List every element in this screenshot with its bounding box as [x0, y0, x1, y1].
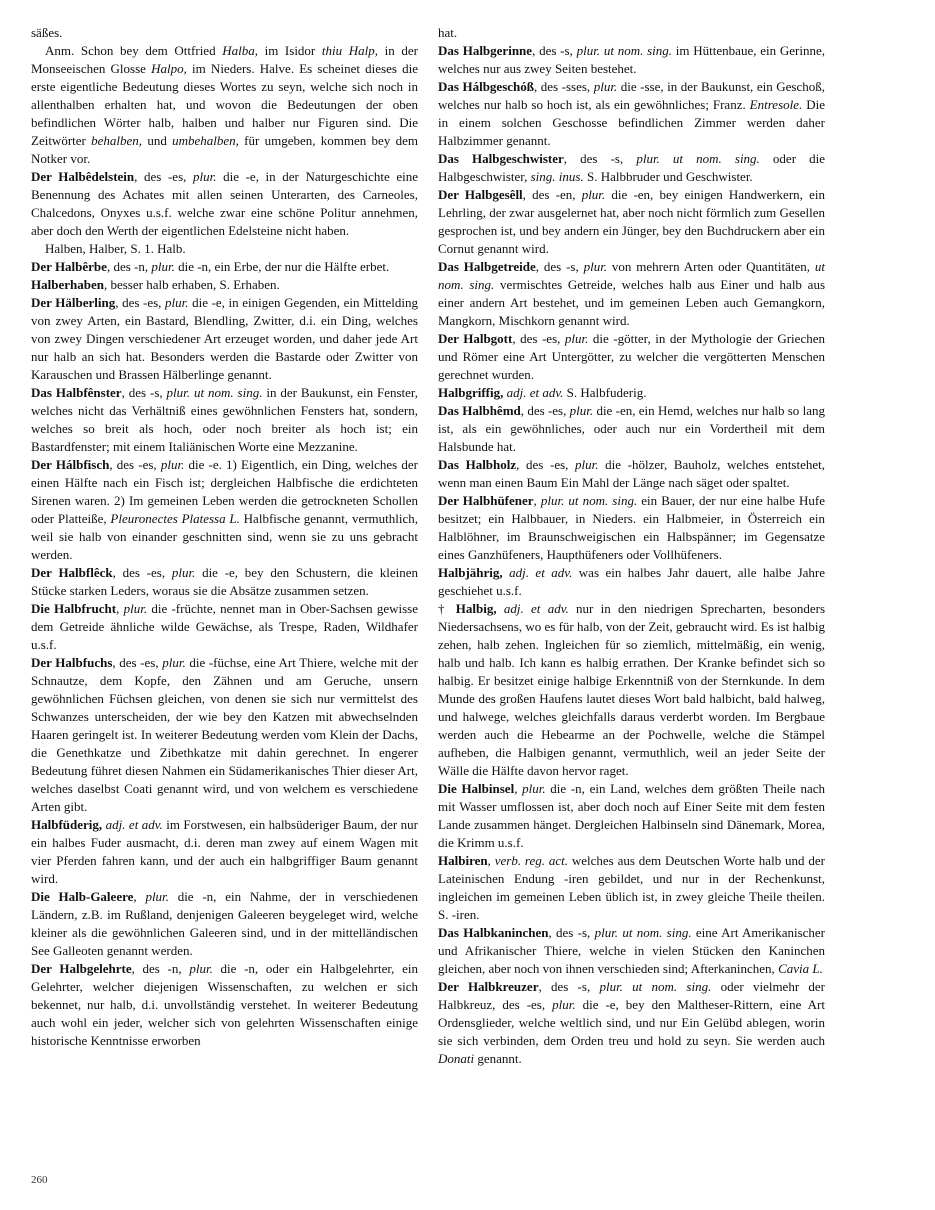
entry-text: , des -s, — [532, 43, 577, 58]
entry-headword: Das Hálbgeschóß — [438, 79, 534, 94]
dictionary-entry — [438, 492, 825, 564]
dictionary-entry — [438, 978, 825, 1068]
entry-text: im Forstwesen, ein halbsüderiger Baum, der nur ein halbes Fuder ausmacht, d.i. deren man zwey auf einem Wagen mit vier Pferden fahren kann, und der auch ein halbgriffiger Baum genannt wird. — [31, 817, 418, 886]
italic-text: plur. — [171, 565, 196, 580]
dictionary-entry — [438, 564, 825, 600]
dictionary-entry — [438, 42, 825, 78]
dictionary-entry — [438, 150, 825, 186]
entry-text: , — [133, 889, 146, 904]
entry-text: , — [116, 601, 124, 616]
italic-text: plur. — [593, 79, 618, 94]
dictionary-entry — [31, 564, 418, 600]
dictionary-entry — [31, 276, 418, 294]
dictionary-entry — [31, 888, 418, 960]
entry-headword: Der Halbgott — [438, 331, 513, 346]
entry-text: die -e. 1) Eigentlich, ein Ding, welches der einen Hälfte nach ein Fisch ist; dergleichen Halbfische die erdichteten Sirenen waren. 2) Im gemeinen Leben werden die getrockneten Schollen oder Platteiße, — [31, 457, 418, 526]
italic-text: thiu Halp, — [321, 43, 379, 58]
entry-text: die -hölzer, Bauholz, welches entstehet, wenn man einen Baum Ein Mahl der Länge nach säget oder spaltet. — [438, 457, 826, 490]
entry-headword: Die Halb-Galeere — [31, 889, 134, 904]
entry-text: die -n, ein Erbe, der nur die Hälfte erbet. — [174, 259, 390, 274]
dictionary-entry — [438, 78, 825, 150]
entry-text: Halben, Halber, S. 1. Halb. — [45, 241, 186, 256]
entry-text: für umgeben, kommen bey dem Notker vor. — [31, 133, 418, 166]
entry-headword: Das Halbfênster — [31, 385, 122, 400]
italic-text: behalben, — [91, 133, 143, 148]
dictionary-entry — [438, 258, 825, 330]
entry-text: die -n, oder ein Halbgelehrter, ein Gelehrter, welcher diejenigen Wissenschaften, zu welchen er sich bekennet, nur halb, d.i. unvollständig verstehet. In weiterer Bedeutung auch wohl ein jeder, welcher sich von gelehrten Wissenschaften einige historische Kenntnisse erworben — [31, 961, 418, 1048]
entry-headword: Das Halbkaninchen — [438, 925, 549, 940]
entry-text: , des -es, — [134, 169, 193, 184]
italic-text: plur. — [522, 781, 546, 796]
entry-text: die -e, in einigen Gegenden, ein Mittelding von zwey Arten, ein Bastard, Blendling, Zwitter, d.i. ein Ding, welches von zwey Dingen verschiedener Art erzeuget worden, und daher jede Art nur halb an sich hat. Besonders werden die Bastarde oder Zwitter von Karauschen und Brassen Hälberlinge genannt. — [31, 295, 419, 382]
dictionary-entry — [31, 654, 418, 816]
italic-text: sing. inus. — [530, 169, 584, 184]
entry-text: nur in den niedrigen Sprecharten, besonders Niedersachsens, wo es für halb, von der Zeit, gebraucht wird. Es ist halbig zehen, halb zehen. Ingleichen für so ziemlich, mittelmäßig, ein wenig, halb und halb. Ich kann es halbig errathen. Der Kranke befindet sich so halbig. Er besitzet einige halbige Erkenntniß von der Sternkunde. In dem Munde des großen Haufens lautet dieses Wort bald halbicht, bald halweg, und halwege, welches gleichfalls daraus verderbt worden. Im Bergbaue werden auch die Hebearme an der Pochwelle, welche die Stämpel aufheben, die Halbigen genannt, vermuthlich, weil an jeder Seite der Wälle die Hälfte davon hervor raget. — [438, 601, 826, 778]
entry-text: S. Halbfuderig. — [563, 385, 647, 400]
italic-text: umbehalben, — [172, 133, 239, 148]
dictionary-entry — [31, 42, 418, 168]
entry-text: die -e, in der Naturgeschichte eine Benennung des Achates mit allen seinen Unterarten, des Carneoles, Chalcedons, Onyxes u.s.f. welche zwar eine schöne Politur annehmen, aber doch den Werth der eigentlichen Edelsteine nicht haben. — [31, 169, 418, 238]
entry-text: , des -s, — [535, 259, 584, 274]
entry-headword: Das Halbhêmd — [438, 403, 521, 418]
entry-text: , des -sses, — [534, 79, 594, 94]
dictionary-entry — [31, 816, 418, 888]
entry-text: , des -s, — [563, 151, 637, 166]
entry-text: die -e, bey den Schustern, die kleinen Stücke starken Leders, woraus sie die Absätze zusammen setzen. — [31, 565, 418, 598]
entry-text: in der Baukunst, ein Fenster, welches nicht das Verhältniß eines gewöhnlichen Fensters hat, sondern, welches so breit als hoch, oder noch breiter als hoch ist; ein Bastardfenster; mit einem Italiänischen Worte eine Mezzanine. — [31, 385, 418, 454]
dictionary-entry — [438, 186, 825, 258]
italic-text: plur. — [123, 601, 148, 616]
entry-text: , des -es, — [516, 457, 576, 472]
entry-text: im Nieders. Halve. Es scheinet dieses die erste eigentliche Bedeutung dieses Wortes zu seyn, welche sich noch in allenthalben erhalten hat, und wovon die Bedeutungen der oben befindlichen Wörter halb, halben und halber nur Figuren sind. Die Zeitwörter — [31, 61, 418, 148]
entry-text: oder vielmehr der Halbkreuz, des -es, — [438, 979, 826, 1012]
italic-text: verb. reg. act. — [494, 853, 569, 868]
dictionary-entry — [438, 600, 825, 780]
entry-text: vermischtes Getreide, welches halb aus Einer und halb aus einer andern Art bestehet, und im gemeinen Leben auch Gemangkorn, Mangkorn, Mischkorn genannt wird. — [438, 277, 826, 328]
entry-text: , des -s, — [538, 979, 600, 994]
italic-text: plur. ut nom. sing. — [166, 385, 263, 400]
entry-text: , — [514, 781, 523, 796]
italic-text: plur. — [151, 259, 175, 274]
entry-text: , des -en, — [522, 187, 582, 202]
entry-text: die -sse, in der Baukunst, ein Geschoß, welches nur halb so hoch ist, als ein gewöhnliches; Franz. — [438, 79, 825, 112]
dictionary-entry — [438, 852, 825, 924]
entry-text: , des -es, — [109, 457, 161, 472]
entry-text — [497, 601, 504, 616]
entry-text: , des -es, — [112, 565, 172, 580]
dictionary-entry — [438, 402, 825, 456]
entry-text: die -en, bey einigen Handwerkern, ein Lehrling, der zwar ausgelernet hat, aber noch nicht förmlich zum Gesellen gesprochen ist, und bey andern ein Jünger, bey den Buchdruckern aber ein Cornut genannt wird. — [438, 187, 825, 256]
italic-text: plur. — [162, 655, 186, 670]
italic-text: plur. — [189, 961, 213, 976]
dictionary-entry — [31, 960, 418, 1050]
entry-text: , des -es, — [512, 331, 565, 346]
entry-headword: Halbig, — [455, 601, 497, 616]
italic-text: plur. — [564, 331, 589, 346]
italic-text: Halpo, — [151, 61, 187, 76]
entry-headword: Der Halbêrbe — [31, 259, 107, 274]
italic-text: Cavia L. — [778, 961, 823, 976]
entry-text: Anm. Schon bey dem Ottfried — [45, 43, 223, 58]
entry-text: die -n, ein Nahme, der in verschiedenen Ländern, z.B. im Rußland, denjenigen Galeeren beygeleget wird, welche kleiner als die gewöhnlichen Galeeren sind, und in der mittelländischen See Galleoten genannt werden. — [31, 889, 419, 958]
entry-text: die -n, ein Land, welches dem größten Theile nach mit Wasser umflossen ist, aber doch noch auf Einer Seite mit dem festen Lande zusammen hänget. Dergleichen Halbinseln sind Dänemark, Morea, die Krimm u.s.f. — [438, 781, 825, 850]
dictionary-entry — [31, 168, 418, 240]
entry-headword: Der Halbhüfener — [438, 493, 534, 508]
entry-headword: Das Halbholz — [438, 457, 517, 472]
entry-headword: Das Halbgetreide — [438, 259, 536, 274]
entry-text: , des -s, — [121, 385, 167, 400]
entry-text: oder die Halbgeschwister, — [438, 151, 826, 184]
entry-headword: Halbgriffig, — [438, 385, 504, 400]
entry-text: , des -n, — [106, 259, 152, 274]
entry-headword: Der Halbfuchs — [31, 655, 113, 670]
entry-text: die -e, bey den Maltheser-Rittern, eine Art Ordensglieder, welche weltlich sind, und nur Ein Gelübd ablegen, worin sie sich verbinden, dem Orden treu und hold zu seyn. Sie werden auch — [438, 997, 825, 1048]
italic-text: Pleuronectes Platessa L. — [110, 511, 240, 526]
italic-text: plur. — [145, 889, 169, 904]
italic-text: plur. ut nom. sing. — [636, 151, 760, 166]
italic-text: adj. et adv. — [105, 817, 163, 832]
entry-text: , — [533, 493, 541, 508]
entry-headword: Die Halbinsel — [438, 781, 515, 796]
italic-text: plur. — [160, 457, 185, 472]
italic-text: plur. — [193, 169, 217, 184]
entry-text: in der Monseeischen Glosse — [31, 43, 418, 76]
dictionary-entry — [438, 780, 825, 852]
entry-text: , — [487, 853, 495, 868]
dictionary-entry — [438, 24, 825, 42]
entry-text: die -en, ein Hemd, welches nur halb so lang ist, als ein gewöhnliches, oder auch nur ein Vordertheil mit dem Halsbunde hat. — [438, 403, 825, 454]
dictionary-entry — [31, 600, 418, 654]
entry-text: eine Art Amerikanischer und Afrikanischer Thiere, welche in vielen Stücken den Kaninchen gleichen, aber noch von ihnen verschieden sind; Afterkaninchen, — [438, 925, 826, 976]
entry-headword: Die Halbfrucht — [31, 601, 117, 616]
italic-text: plur. ut nom. sing. — [599, 979, 712, 994]
italic-text: plur. — [583, 259, 608, 274]
italic-text: ut nom. sing. — [438, 259, 826, 292]
italic-text: plur. ut nom. sing. — [540, 493, 638, 508]
entry-text: , des -es, — [112, 655, 163, 670]
dictionary-entry — [31, 456, 418, 564]
entry-text: Die in einem solchen Geschosse befindlichen Zimmer werden daher Halbzimmer genannt. — [438, 97, 825, 148]
entry-text: und — [142, 133, 173, 148]
italic-text: plur. — [581, 187, 606, 202]
entry-headword: Der Hälberling — [31, 295, 116, 310]
dictionary-entry — [31, 240, 418, 258]
left-column — [31, 24, 418, 1050]
dictionary-entry — [31, 24, 418, 42]
entry-headword: Halbjährig, — [438, 565, 503, 580]
italic-text: Entresole. — [749, 97, 803, 112]
dictionary-entry — [31, 384, 418, 456]
dictionary-entry — [438, 924, 825, 978]
italic-text: plur. ut nom. sing. — [576, 43, 673, 58]
entry-text: säßes. — [31, 25, 63, 40]
entry-text: im Hüttenbaue, ein Gerinne, welches nur aus zwey Seiten bestehet. — [438, 43, 825, 76]
entry-text: , besser halb erhaben, S. Erhaben. — [103, 277, 280, 292]
dictionary-entry — [438, 456, 825, 492]
entry-headword: Halberhaben — [31, 277, 104, 292]
entry-text: S. Halbbruder und Geschwister. — [583, 169, 753, 184]
entry-headword: Der Halbêdelstein — [31, 169, 135, 184]
italic-text: plur. ut nom. sing. — [594, 925, 692, 940]
entry-text: , des -n, — [131, 961, 190, 976]
entry-headword: Der Halbgelehrte — [31, 961, 132, 976]
entry-headword: Halbfüderig, — [31, 817, 103, 832]
entry-headword: Der Hálbfisch — [31, 457, 110, 472]
italic-text: adj. et adv. — [506, 385, 564, 400]
entry-text: die -götter, in der Mythologie der Griechen und Römer eine Art Untergötter, zu welcher die vergötterten Menschen gerechnet wurden. — [438, 331, 825, 382]
dictionary-entry — [31, 258, 418, 276]
entry-text: hat. — [438, 25, 458, 40]
dictionary-entry — [31, 294, 418, 384]
entry-text: im Isidor — [257, 43, 322, 58]
page-number: 260 — [31, 1174, 48, 1186]
entry-text: die -füchse, eine Art Thiere, welche mit der Schnautze, dem Kopfe, den Zähnen und am Geruche, unsern gewöhnlichen Füchsen gleichen, von denen sie sich nur vermittelst des Schwanzes unterscheiden, der wie bey den Katzen mit abwechselnden Haaren geringelt ist. In weiterer Bedeutung werden vom Klein der Dachs, die Genethkatze und Zibethkatze mit dahin gerechnet. In engerer Bedeutung führet diesen Nahmen ein Südamerikanisches Thier dieser Art, welches daselbst Coati genannt wird, und von welchem es verschiedene Arten gibt. — [31, 655, 418, 814]
dictionary-entry — [438, 330, 825, 384]
italic-text: plur. — [575, 457, 599, 472]
italic-text: adj. et adv. — [503, 601, 569, 616]
entry-text: die -früchte, nennet man in Ober-Sachsen gewisse dem Getreide ähnliche wilde Gewächse, als Trespe, Raden, Wildhafer u.s.f. — [31, 601, 419, 652]
entry-text: , des -es, — [520, 403, 570, 418]
entry-text: von mehrern Arten oder Quantitäten, — [607, 259, 815, 274]
italic-text: Halba, — [222, 43, 258, 58]
right-column — [438, 24, 825, 1068]
entry-headword: Der Halbkreuzer — [438, 979, 539, 994]
entry-text: , des -es, — [115, 295, 166, 310]
italic-text: Donati — [438, 1051, 475, 1066]
entry-text: † — [438, 601, 456, 616]
entry-text: ein Bauer, der nur eine halbe Hufe besitzet; ein Halbbauer, in Nieders. ein Halbmeier, in Österreich ein Halblöhner, im Braunschweigischen ein Halbspänner; im Gegensatze eines Ganzhüfeners, Haupthüfeners oder Vollhüfeners. — [438, 493, 826, 562]
italic-text: plur. — [165, 295, 189, 310]
entry-headword: Der Halbflêck — [31, 565, 113, 580]
italic-text: plur. — [552, 997, 576, 1012]
entry-headword: Der Halbgesêll — [438, 187, 523, 202]
entry-headword: Halbiren — [438, 853, 488, 868]
entry-text: welches aus dem Deutschen Worte halb und der Lateinischen Endung -iren gebildet, und nur in der Rechenkunst, ingleichen im gemeinen Leben üblich ist, in zwey gleiche Theile theilen. S. -iren. — [438, 853, 826, 922]
entry-headword: Das Halbgeschwister — [438, 151, 564, 166]
italic-text: plur. — [569, 403, 594, 418]
entry-text: Halbfische genannt, vermuthlich, weil sie halb von einander geschnitten sind, wenn sie zu uns gebracht werden. — [31, 511, 419, 562]
entry-headword: Das Halbgerinne — [438, 43, 533, 58]
italic-text: adj. et adv. — [509, 565, 573, 580]
dictionary-entry — [438, 384, 825, 402]
entry-text: , des -s, — [548, 925, 595, 940]
entry-text: genannt. — [474, 1051, 522, 1066]
entry-text: was ein halbes Jahr dauert, alle halbe Jahre geschiehet u.s.f. — [438, 565, 825, 598]
